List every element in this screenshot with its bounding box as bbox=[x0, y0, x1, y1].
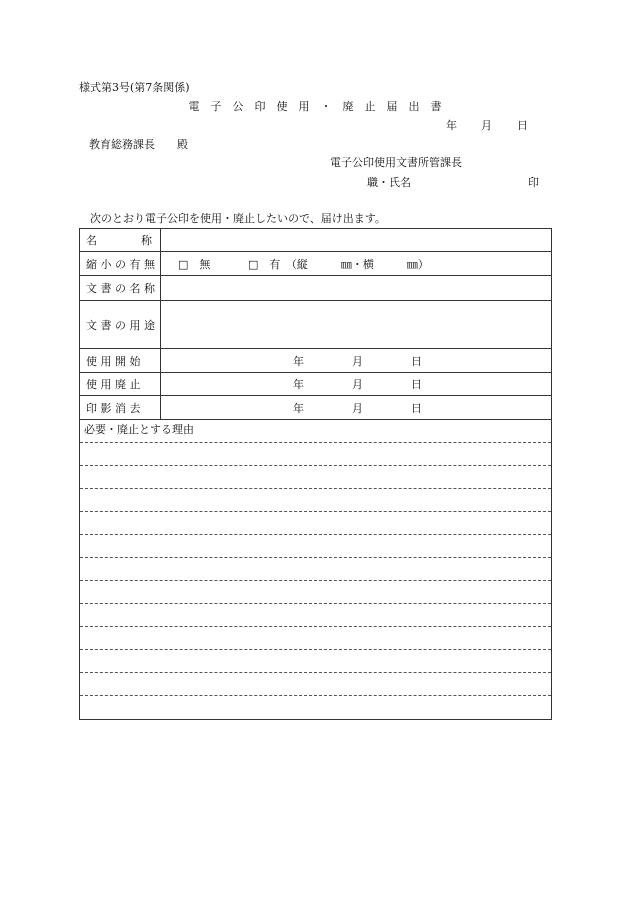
reason-field[interactable] bbox=[80, 420, 551, 719]
reduction-yes-checkbox[interactable]: □ 有 （縦 ㎜・横 ㎜） bbox=[248, 257, 429, 271]
reason-line bbox=[80, 672, 551, 673]
document-title: 電 子 公 印 使 用 ・ 廃 止 届 出 書 bbox=[188, 100, 442, 113]
doc-use-row bbox=[80, 301, 551, 349]
reduction-field bbox=[161, 252, 551, 275]
intro-text: 次のとおり電子公印を使用・廃止したいので、届け出ます。 bbox=[90, 212, 386, 225]
use-start-row bbox=[80, 349, 551, 373]
date-year: 年 bbox=[446, 119, 457, 132]
doc-use-label: 文 書 の 用 途 bbox=[80, 301, 161, 348]
reason-line bbox=[80, 534, 551, 535]
doc-name-field[interactable] bbox=[161, 276, 551, 300]
use-abolish-row bbox=[80, 373, 551, 396]
doc-name-label: 文 書 の 名 称 bbox=[80, 276, 161, 300]
sender-name-label: 職・氏名 bbox=[367, 176, 411, 189]
reason-line bbox=[80, 442, 551, 443]
reason-line bbox=[80, 695, 551, 696]
addressee: 教育総務課長 殿 bbox=[89, 138, 188, 151]
reason-line bbox=[80, 626, 551, 627]
seal-erase-date[interactable] bbox=[161, 396, 551, 419]
date-month: 月 bbox=[352, 378, 363, 391]
date-day: 日 bbox=[517, 119, 528, 132]
form-table bbox=[79, 228, 552, 720]
date-month: 月 bbox=[481, 119, 492, 132]
date-month: 月 bbox=[352, 354, 363, 368]
date-year: 年 bbox=[293, 378, 304, 391]
doc-use-field[interactable] bbox=[161, 301, 551, 348]
name-label: 名 称 bbox=[80, 229, 161, 251]
reason-line bbox=[80, 511, 551, 512]
reason-line bbox=[80, 580, 551, 581]
use-start-label: 使 用 開 始 bbox=[80, 349, 161, 372]
date-day: 日 bbox=[411, 354, 422, 368]
sender-title: 電子公印使用文書所管課長 bbox=[330, 156, 462, 169]
use-abolish-date[interactable] bbox=[161, 373, 551, 395]
reason-line bbox=[80, 557, 551, 558]
use-start-date[interactable] bbox=[161, 349, 551, 372]
seal-erase-label: 印 影 消 去 bbox=[80, 396, 161, 419]
date-day: 日 bbox=[411, 401, 422, 415]
date-year: 年 bbox=[293, 354, 304, 368]
name-field[interactable] bbox=[161, 229, 551, 251]
date-year: 年 bbox=[293, 401, 304, 415]
reason-label: 必要・廃止とする理由 bbox=[84, 423, 194, 436]
reduction-no-checkbox[interactable]: □ 無 bbox=[178, 257, 211, 271]
use-abolish-label: 使 用 廃 止 bbox=[80, 373, 161, 395]
reduction-row bbox=[80, 252, 551, 276]
form-number: 様式第3号(第7条関係) bbox=[79, 81, 190, 94]
date-month: 月 bbox=[352, 401, 363, 415]
reason-line bbox=[80, 465, 551, 466]
doc-name-row bbox=[80, 276, 551, 301]
date-day: 日 bbox=[411, 378, 422, 391]
seal-erase-row bbox=[80, 396, 551, 420]
reason-line bbox=[80, 649, 551, 650]
reason-line bbox=[80, 603, 551, 604]
seal-mark: 印 bbox=[528, 176, 539, 189]
reason-line bbox=[80, 488, 551, 489]
reduction-label: 縮 小 の 有 無 bbox=[80, 252, 161, 275]
name-row bbox=[80, 229, 551, 252]
date-line bbox=[446, 119, 528, 133]
